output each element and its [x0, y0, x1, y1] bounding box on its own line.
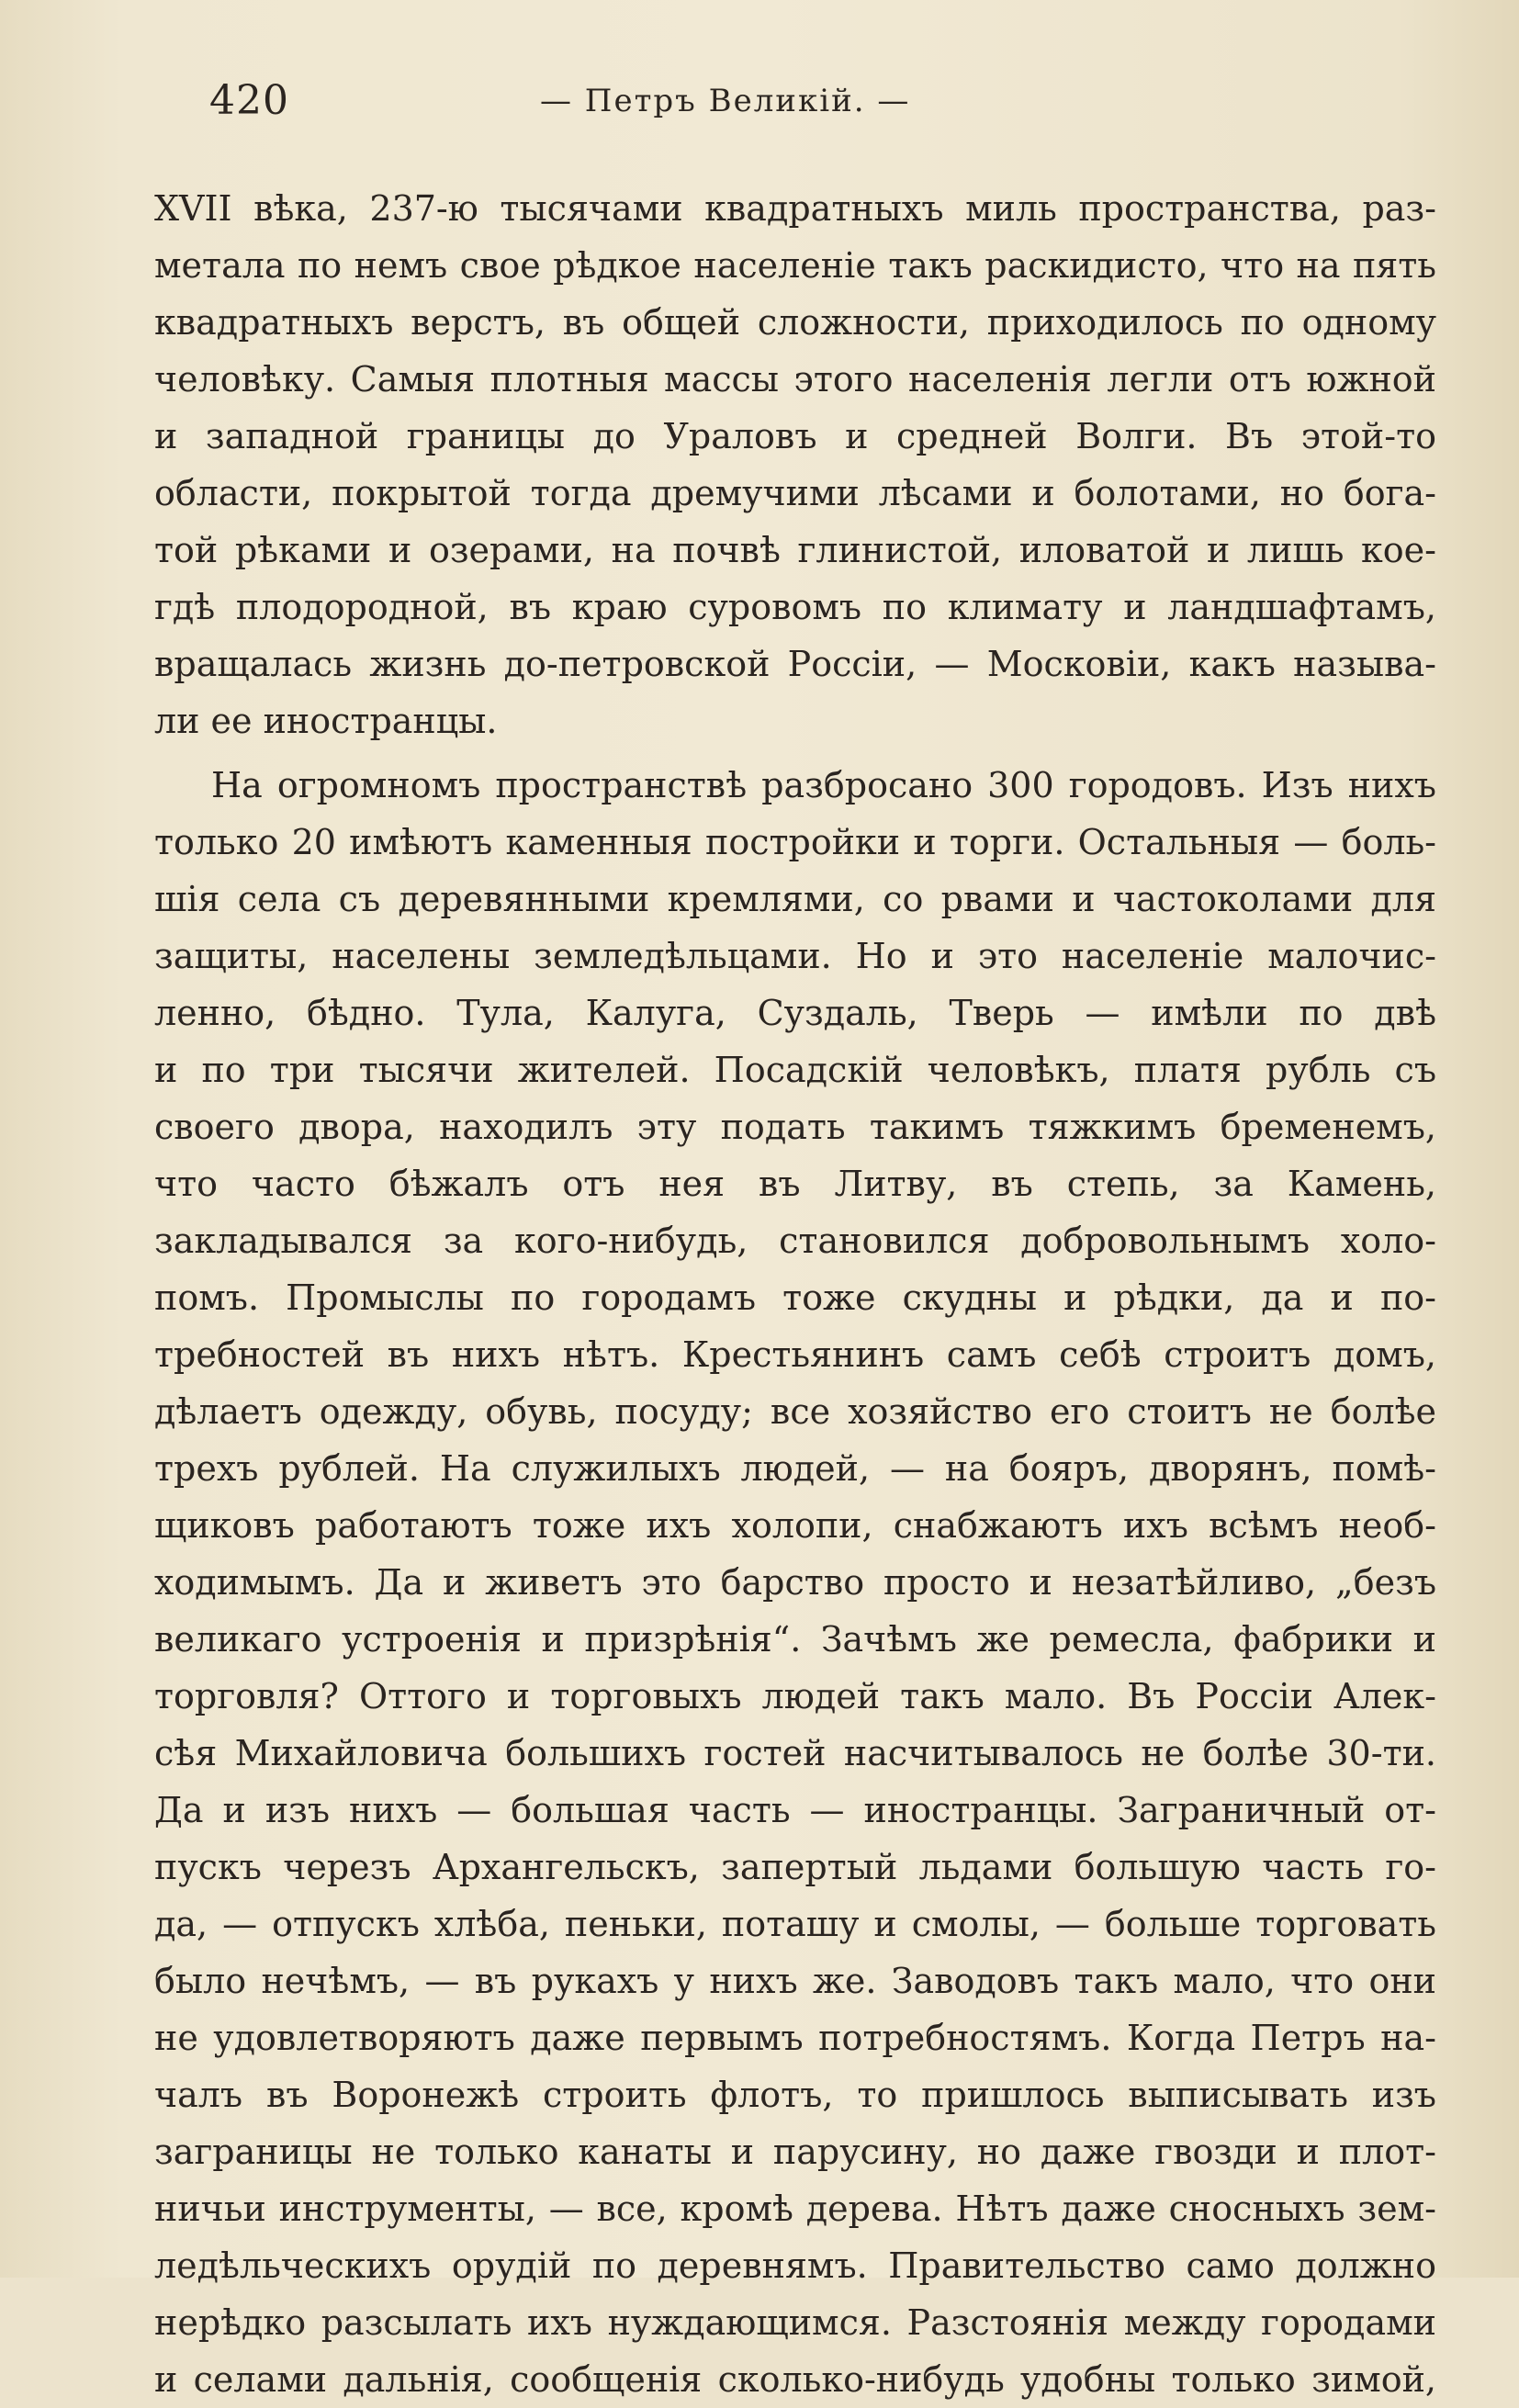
text-line: что часто бѣжалъ отъ нея въ Литву, въ степь, за Камень,: [154, 1164, 1436, 1204]
text-line: да, — отпускъ хлѣба, пеньки, поташу и смолы, — больше торговать: [154, 1904, 1436, 1944]
body-text: [154, 180, 1436, 2408]
text-line: ледѣльческихъ орудій по деревнямъ. Правительство само должно: [154, 2245, 1436, 2286]
text-line: своего двора, находилъ эту подать такимъ тяжкимъ бременемъ,: [154, 1107, 1436, 1147]
text-line: великаго устроенія и призрѣнія“. Зачѣмъ же ремесла, фабрики и: [154, 1619, 1436, 1660]
text-line: помъ. Промыслы по городамъ тоже скудны и рѣдки, да и по-: [154, 1277, 1436, 1318]
text-line: было нечѣмъ, — въ рукахъ у нихъ же. Заводовъ такъ мало, что они: [154, 1961, 1436, 2001]
running-title: — Петръ Великій. —: [540, 83, 911, 119]
text-line: ходимымъ. Да и живетъ это барство просто и незатѣйливо, „безъ: [154, 1562, 1436, 1603]
text-line: щиковъ работаютъ тоже ихъ холопи, снабжаютъ ихъ всѣмъ необ-: [154, 1505, 1436, 1546]
paragraph: [154, 757, 1436, 2408]
text-line: человѣку. Самыя плотныя массы этого населенія легли отъ южной: [154, 359, 1436, 399]
paragraph: [154, 180, 1436, 749]
text-line: и западной границы до Ураловъ и средней Волги. Въ этой-то: [154, 416, 1436, 456]
page-number: 420: [209, 77, 289, 124]
text-line: той рѣками и озерами, на почвѣ глинистой, иловатой и лишь кое-: [154, 530, 1436, 570]
text-line: нерѣдко разсылать ихъ нуждающимся. Разстоянія между городами: [154, 2302, 1436, 2343]
text-line: пускъ черезъ Архангельскъ, запертый льдами большую часть го-: [154, 1847, 1436, 1887]
text-line: метала по немъ свое рѣдкое населеніе такъ раскидисто, что на пять: [154, 245, 1436, 286]
text-line: торговля? Оттого и торговыхъ людей такъ мало. Въ Россіи Алек-: [154, 1676, 1436, 1716]
text-line: чалъ въ Воронежѣ строить флотъ, то пришлось выписывать изъ: [154, 2075, 1436, 2115]
text-line: вращалась жизнь до-петровской Россіи, — Московіи, какъ называ-: [154, 644, 1436, 684]
text-line: и по три тысячи жителей. Посадскій человѣкъ, платя рубль съ: [154, 1050, 1436, 1090]
text-line: только 20 имѣютъ каменныя постройки и торги. Остальныя — боль-: [154, 822, 1436, 862]
text-line: квадратныхъ верстъ, въ общей сложности, приходилось по одному: [154, 302, 1436, 343]
text-line: XVII вѣка, 237-ю тысячами квадратныхъ миль пространства, раз-: [154, 188, 1436, 229]
text-line: ничьи инструменты, — все, кромѣ дерева. Нѣтъ даже сносныхъ зем-: [154, 2189, 1436, 2229]
text-line: дѣлаетъ одежду, обувь, посуду; все хозяйство его стоитъ не болѣе: [154, 1391, 1436, 1432]
text-line: На огромномъ пространствѣ разбросано 300 городовъ. Изъ нихъ: [211, 765, 1436, 805]
text-line: закладывался за кого-нибудь, становился добровольнымъ холо-: [154, 1221, 1436, 1261]
page-header: [209, 77, 1427, 141]
text-line: Да и изъ нихъ — большая часть — иностранцы. Заграничный от-: [154, 1790, 1436, 1830]
text-line: требностей въ нихъ нѣтъ. Крестьянинъ самъ себѣ строитъ домъ,: [154, 1334, 1436, 1375]
text-line: и селами дальнія, сообщенія сколько-нибудь удобны только зимой,: [154, 2359, 1436, 2400]
text-line: защиты, населены земледѣльцами. Но и это населеніе малочис-: [154, 936, 1436, 976]
text-line: гдѣ плодородной, въ краю суровомъ по климату и ландшафтамъ,: [154, 587, 1436, 627]
text-line: области, покрытой тогда дремучими лѣсами и болотами, но бога-: [154, 473, 1436, 513]
text-line: ленно, бѣдно. Тула, Калуга, Суздаль, Тверь — имѣли по двѣ: [154, 993, 1436, 1033]
text-line: не удовлетворяютъ даже первымъ потребностямъ. Когда Петръ на-: [154, 2018, 1436, 2058]
text-line: ли ее иностранцы.: [154, 701, 498, 741]
text-line: сѣя Михайловича большихъ гостей насчитывалось не болѣе 30-ти.: [154, 1733, 1436, 1773]
text-line: шія села съ деревянными кремлями, со рвами и частоколами для: [154, 879, 1436, 919]
text-line: заграницы не только канаты и парусину, но даже гвозди и плот-: [154, 2132, 1436, 2172]
text-line: трехъ рублей. На служилыхъ людей, — на бояръ, дворянъ, помѣ-: [154, 1448, 1436, 1489]
